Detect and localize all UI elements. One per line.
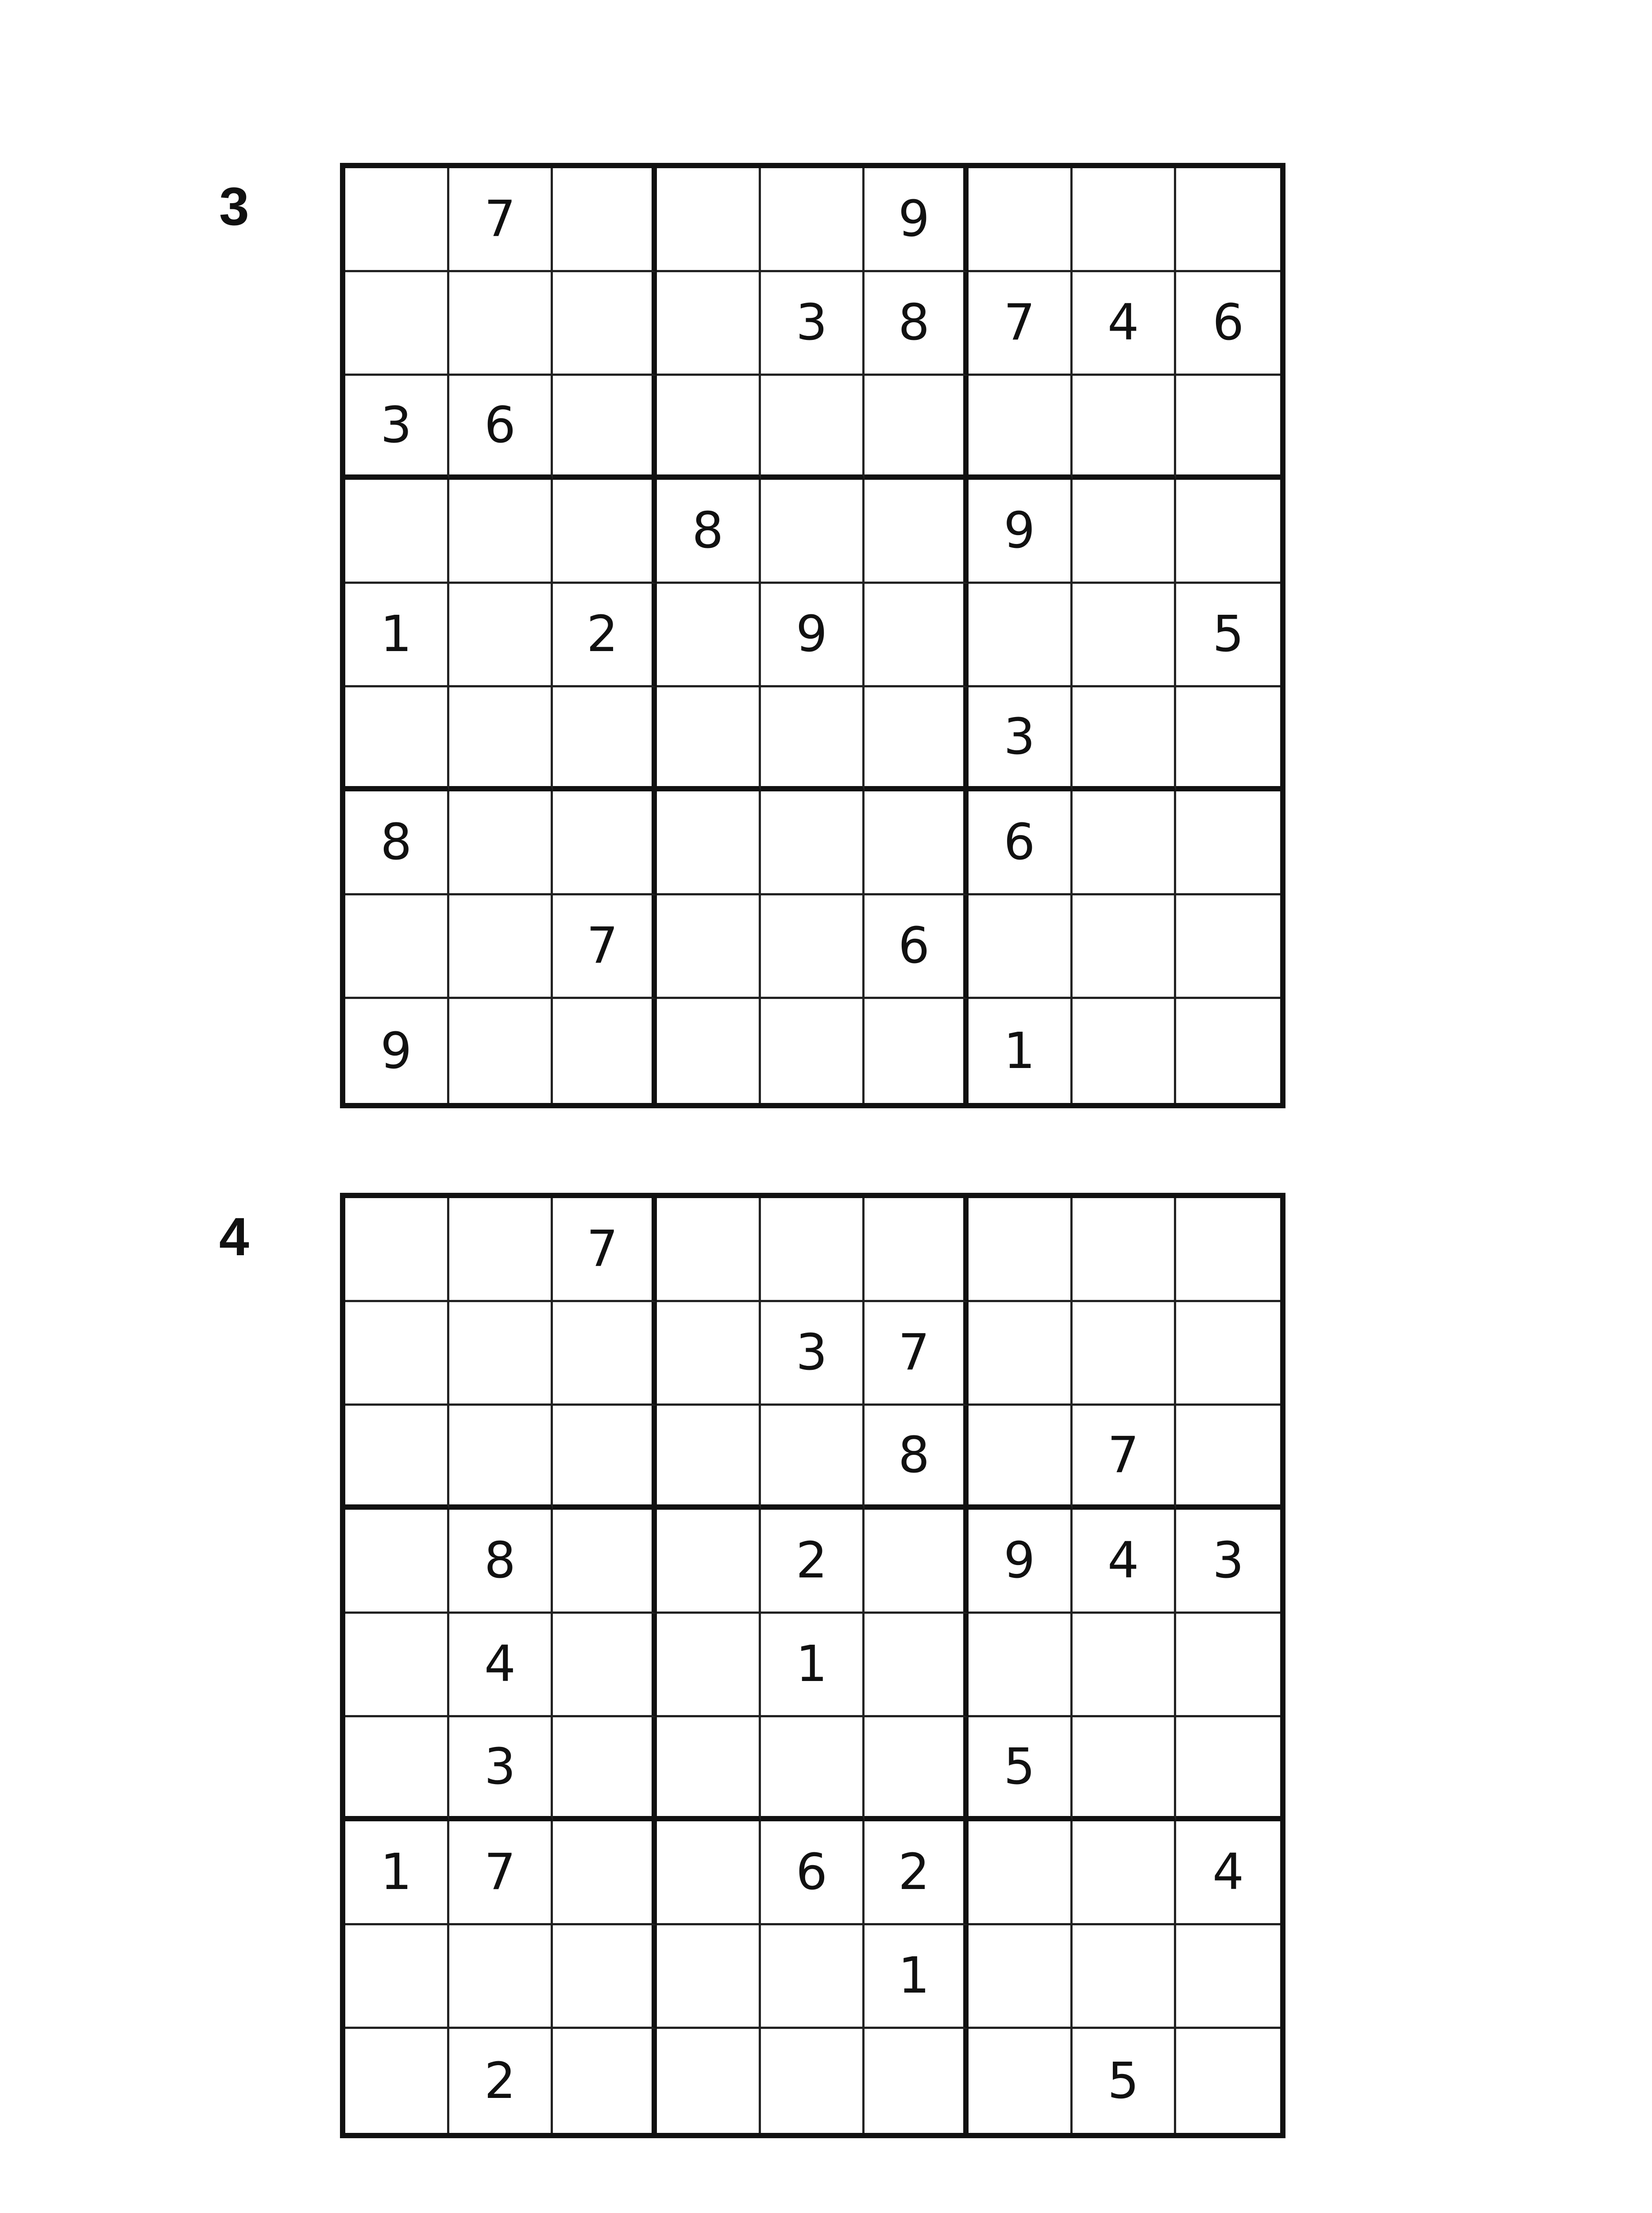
sudoku-cell[interactable] [657,1925,761,2029]
sudoku-cell[interactable]: 2 [761,1510,865,1614]
sudoku-cell[interactable] [969,1406,1073,1510]
sudoku-cell[interactable] [865,1198,969,1302]
sudoku-cell[interactable] [865,2029,969,2133]
sudoku-cell[interactable] [1176,999,1280,1103]
puzzle-number-4: 4 [219,1207,249,1267]
sudoku-cell[interactable] [345,168,449,272]
sudoku-cell[interactable] [657,2029,761,2133]
sudoku-cell[interactable] [1073,1198,1177,1302]
sudoku-cell[interactable] [345,687,449,791]
sudoku-cell[interactable] [761,895,865,999]
sudoku-cell[interactable]: 9 [761,584,865,688]
sudoku-cell[interactable] [1176,791,1280,895]
sudoku-cell[interactable]: 7 [1073,1406,1177,1510]
sudoku-cell[interactable]: 4 [1073,272,1177,376]
sudoku-cell[interactable] [345,1406,449,1510]
sudoku-cell[interactable] [969,1302,1073,1406]
sudoku-cell[interactable] [1176,895,1280,999]
sudoku-cell[interactable] [865,1510,969,1614]
sudoku-cell[interactable] [761,1717,865,1821]
sudoku-cell[interactable] [761,376,865,480]
sudoku-cell[interactable] [761,791,865,895]
sudoku-cell[interactable] [553,272,657,376]
sudoku-cell[interactable]: 6 [1176,272,1280,376]
sudoku-cell[interactable]: 4 [1176,1821,1280,1925]
sudoku-cell[interactable] [345,480,449,584]
sudoku-cell[interactable]: 7 [969,272,1073,376]
sudoku-cell[interactable] [1073,999,1177,1103]
sudoku-cell[interactable] [553,376,657,480]
sudoku-cell[interactable] [657,272,761,376]
sudoku-cell[interactable]: 7 [449,168,553,272]
sudoku-cell[interactable] [345,1717,449,1821]
sudoku-cell[interactable]: 1 [969,999,1073,1103]
sudoku-cell[interactable] [969,1925,1073,2029]
sudoku-cell[interactable] [553,1717,657,1821]
sudoku-cell[interactable] [1176,1302,1280,1406]
sudoku-cell[interactable]: 8 [657,480,761,584]
sudoku-cell[interactable]: 3 [969,687,1073,791]
sudoku-cell[interactable]: 6 [969,791,1073,895]
sudoku-cell[interactable] [345,272,449,376]
sudoku-cell[interactable] [345,1198,449,1302]
sudoku-cell[interactable] [345,1302,449,1406]
sudoku-cell[interactable] [1073,584,1177,688]
sudoku-cell[interactable] [657,1510,761,1614]
sudoku-cell[interactable] [449,272,553,376]
sudoku-cell[interactable]: 7 [553,1198,657,1302]
sudoku-cell[interactable] [345,1510,449,1614]
sudoku-cell[interactable] [1073,1302,1177,1406]
sudoku-cell[interactable] [761,2029,865,2133]
sudoku-cell[interactable]: 6 [865,895,969,999]
sudoku-cell[interactable]: 2 [553,584,657,688]
sudoku-cell[interactable]: 4 [449,1614,553,1718]
sudoku-cell[interactable] [761,1198,865,1302]
sudoku-cell[interactable] [657,895,761,999]
sudoku-cell[interactable] [449,1406,553,1510]
sudoku-cell[interactable] [657,376,761,480]
sudoku-cell[interactable]: 3 [1176,1510,1280,1614]
sudoku-cell[interactable]: 5 [1176,584,1280,688]
sudoku-cell[interactable] [1073,791,1177,895]
sudoku-cell[interactable] [449,1925,553,2029]
sudoku-cell[interactable] [1073,895,1177,999]
sudoku-cell[interactable]: 5 [969,1717,1073,1821]
sudoku-cell[interactable] [1073,1925,1177,2029]
sudoku-cell[interactable] [553,2029,657,2133]
sudoku-cell[interactable]: 6 [449,376,553,480]
sudoku-cell[interactable] [1073,1614,1177,1718]
sudoku-cell[interactable] [1073,1717,1177,1821]
sudoku-cell[interactable]: 8 [345,791,449,895]
sudoku-cell[interactable]: 3 [761,272,865,376]
sudoku-cell[interactable] [657,1717,761,1821]
sudoku-cell[interactable] [865,1614,969,1718]
sudoku-cell[interactable] [657,687,761,791]
sudoku-cell[interactable] [657,791,761,895]
sudoku-cell[interactable] [761,168,865,272]
sudoku-cell[interactable]: 4 [1073,1510,1177,1614]
sudoku-cell[interactable] [449,791,553,895]
sudoku-cell[interactable] [553,1821,657,1925]
sudoku-cell[interactable] [657,999,761,1103]
sudoku-cell[interactable]: 2 [865,1821,969,1925]
sudoku-cell[interactable]: 1 [865,1925,969,2029]
sudoku-cell[interactable]: 7 [553,895,657,999]
sudoku-cell[interactable] [553,1510,657,1614]
sudoku-cell[interactable] [1176,1406,1280,1510]
sudoku-cell[interactable] [969,2029,1073,2133]
sudoku-cell[interactable] [449,895,553,999]
sudoku-cell[interactable] [969,168,1073,272]
sudoku-cell[interactable] [969,584,1073,688]
sudoku-cell[interactable] [969,1198,1073,1302]
sudoku-cell[interactable] [865,480,969,584]
sudoku-cell[interactable]: 9 [969,1510,1073,1614]
sudoku-cell[interactable] [865,791,969,895]
sudoku-cell[interactable] [449,999,553,1103]
sudoku-cell[interactable] [553,999,657,1103]
sudoku-cell[interactable] [865,687,969,791]
sudoku-cell[interactable] [449,1302,553,1406]
sudoku-cell[interactable]: 1 [345,1821,449,1925]
sudoku-cell[interactable] [761,480,865,584]
sudoku-cell[interactable] [657,1198,761,1302]
puzzle-number-3: 3 [219,176,249,236]
sudoku-cell[interactable] [1073,687,1177,791]
sudoku-cell[interactable]: 9 [345,999,449,1103]
sudoku-cell[interactable] [657,1302,761,1406]
sudoku-cell[interactable] [553,1614,657,1718]
sudoku-grid-4 [340,1193,1285,2138]
sudoku-cell[interactable]: 8 [449,1510,553,1614]
sudoku-cell[interactable] [1176,168,1280,272]
sudoku-cell[interactable] [1073,480,1177,584]
sudoku-cell[interactable] [449,687,553,791]
sudoku-cell[interactable] [553,791,657,895]
sudoku-cell[interactable] [553,1925,657,2029]
sudoku-cell[interactable] [969,1821,1073,1925]
sudoku-cell[interactable] [449,1198,553,1302]
sudoku-cell[interactable] [969,376,1073,480]
sudoku-cell[interactable] [449,480,553,584]
sudoku-cell[interactable] [345,2029,449,2133]
sudoku-cell[interactable] [657,1821,761,1925]
sudoku-cell[interactable] [1176,480,1280,584]
sudoku-cell[interactable] [1176,1717,1280,1821]
sudoku-cell[interactable] [449,584,553,688]
sudoku-cell[interactable] [865,999,969,1103]
sudoku-cell[interactable] [969,1614,1073,1718]
sudoku-cell[interactable]: 2 [449,2029,553,2133]
sudoku-cell[interactable] [865,376,969,480]
sudoku-cell[interactable] [761,1406,865,1510]
sudoku-cell[interactable] [1073,1821,1177,1925]
sudoku-grid-3 [340,163,1285,1108]
sudoku-cell[interactable]: 5 [1073,2029,1177,2133]
sudoku-cell[interactable] [969,895,1073,999]
sudoku-cell[interactable] [1176,376,1280,480]
sudoku-cell[interactable] [345,895,449,999]
sudoku-cell[interactable]: 8 [865,1406,969,1510]
sudoku-cell[interactable] [553,168,657,272]
sudoku-cell[interactable] [1073,376,1177,480]
sudoku-cell[interactable] [761,687,865,791]
sudoku-cell[interactable] [657,168,761,272]
sudoku-cell[interactable] [1176,1614,1280,1718]
sudoku-cell[interactable] [345,1925,449,2029]
sudoku-cell[interactable]: 9 [865,168,969,272]
sudoku-cell[interactable] [1176,1925,1280,2029]
sudoku-cell[interactable]: 3 [761,1302,865,1406]
sudoku-cell[interactable]: 7 [449,1821,553,1925]
sudoku-cell[interactable]: 3 [345,376,449,480]
sudoku-cell[interactable] [1176,1198,1280,1302]
sudoku-cell[interactable] [657,584,761,688]
sudoku-cell[interactable] [1176,2029,1280,2133]
sudoku-cell[interactable]: 3 [449,1717,553,1821]
sudoku-cell[interactable] [553,480,657,584]
sudoku-cell[interactable] [553,1302,657,1406]
sudoku-cell[interactable] [657,1614,761,1718]
sudoku-cell[interactable] [761,1925,865,2029]
sudoku-cell[interactable]: 7 [865,1302,969,1406]
sudoku-cell[interactable] [761,999,865,1103]
sudoku-cell[interactable] [865,1717,969,1821]
sudoku-cell[interactable]: 1 [345,584,449,688]
sudoku-cell[interactable]: 9 [969,480,1073,584]
sudoku-cell[interactable]: 6 [761,1821,865,1925]
sudoku-cell[interactable]: 1 [761,1614,865,1718]
sudoku-cell[interactable] [345,1614,449,1718]
sudoku-cell[interactable]: 8 [865,272,969,376]
sudoku-cell[interactable] [1073,168,1177,272]
sudoku-cell[interactable] [553,1406,657,1510]
sudoku-cell[interactable] [1176,687,1280,791]
sudoku-cell[interactable] [865,584,969,688]
sudoku-cell[interactable] [657,1406,761,1510]
sudoku-cell[interactable] [553,687,657,791]
